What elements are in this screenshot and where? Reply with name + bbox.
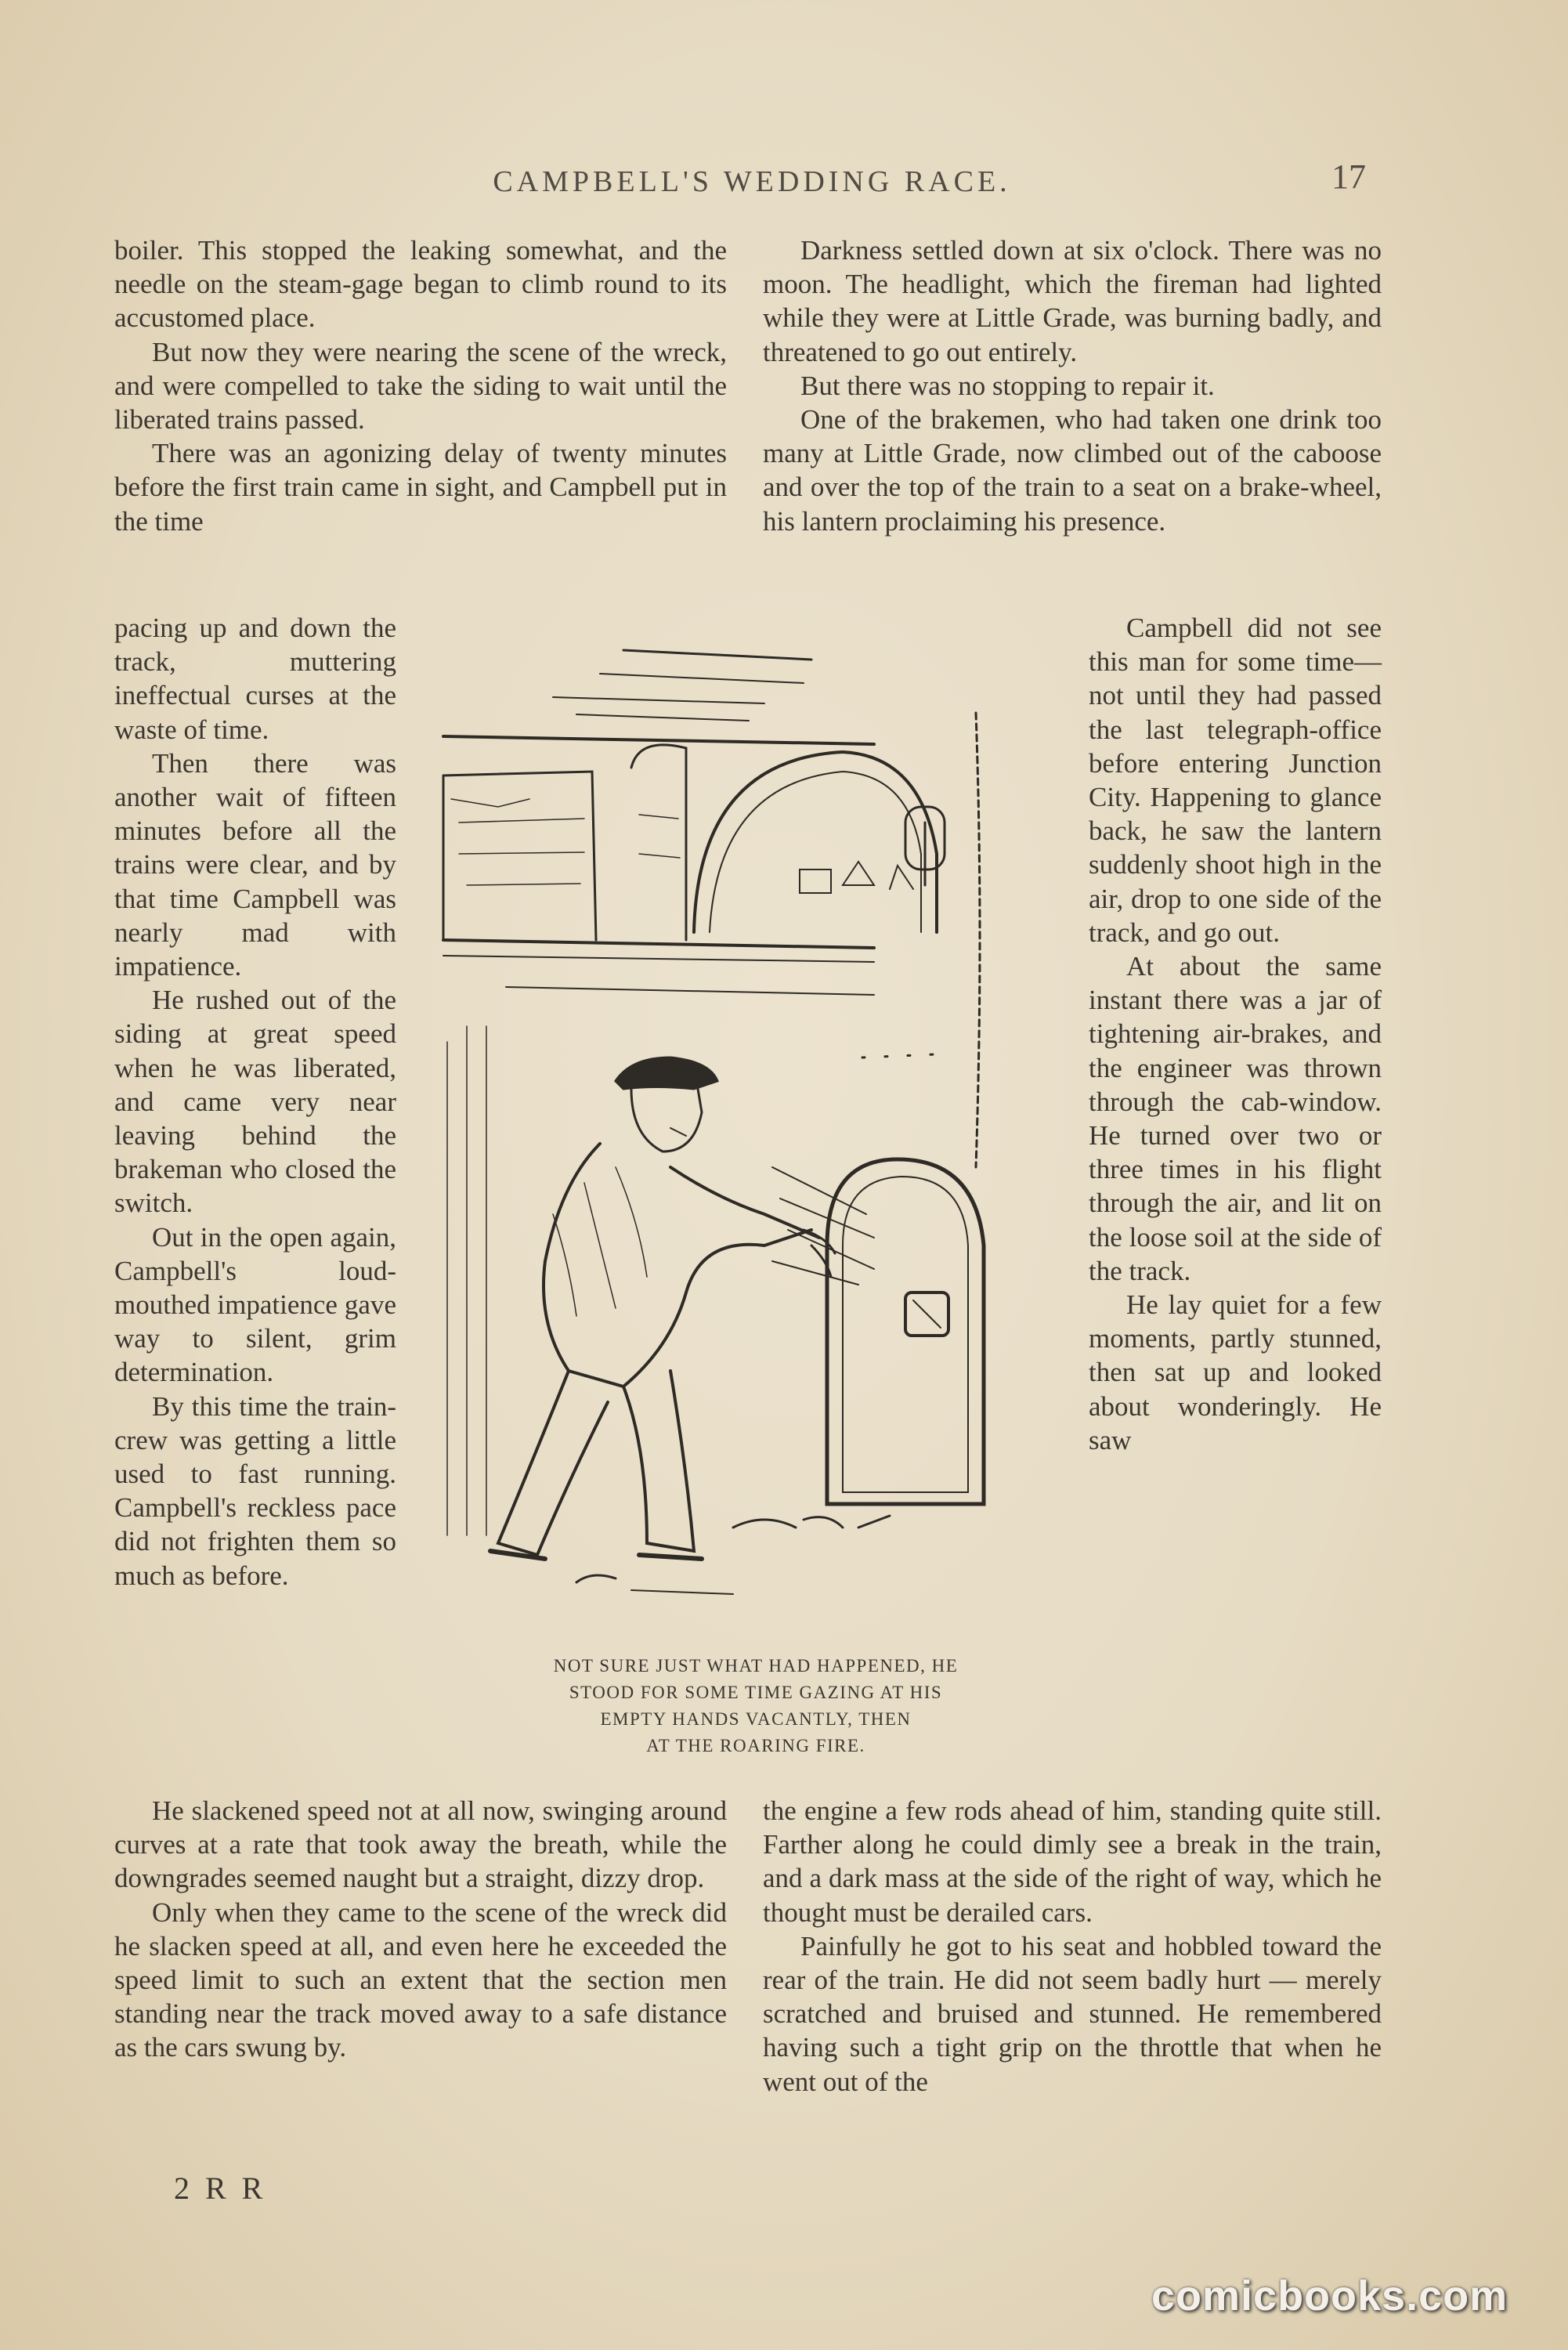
caption-line: EMPTY HANDS VACANTLY, THEN (600, 1709, 912, 1729)
site-watermark: comicbooks.com (1151, 2272, 1508, 2319)
paragraph: Only when they came to the scene of the wreck did he slacken speed at all, and even here he exceeded the speed limit to such an extent that the section men standing near the track moved away to a safe distance as the cars swung by. (114, 1896, 727, 2063)
right-column-bottom (763, 1794, 1382, 2099)
paragraph: He slackened speed not at all now, swinging around curves at a rate that took away the breath, while the downgrades seemed naught but a straight, dizzy drop. (114, 1795, 727, 1894)
running-head-title: CAMPBELL'S WEDDING RACE. (493, 165, 1011, 198)
paragraph: But now they were nearing the scene of the wreck, and were compelled to take the siding to wait until the liberated trains passed. (114, 336, 727, 436)
paragraph: He lay quiet for a few moments, partly stunned, then sat up and looked about wonderingly. He saw (1089, 1289, 1382, 1455)
illustration-caption (462, 1653, 1050, 1759)
caption-line: STOOD FOR SOME TIME GAZING AT HIS (569, 1683, 943, 1702)
paragraph: By this time the train-crew was getting a little used to fast running. Campbell's reckless pace did not frighten them so much as before. (114, 1390, 396, 1591)
left-column-bottom (114, 1794, 727, 2065)
caption-line: AT THE ROARING FIRE. (646, 1736, 865, 1755)
engineer-in-cab-illustration (435, 619, 1078, 1629)
page-number: 17 (1331, 157, 1366, 196)
right-column-top (763, 233, 1382, 538)
paragraph: One of the brakemen, who had taken one drink too many at Little Grade, now climbed out of the caboose and over the top of the train to a seat on a brake-wheel, his lantern proclaiming his presence. (763, 404, 1382, 537)
paragraph: the engine a few rods ahead of him, standing quite still. Farther along he could dimly see a break in the train, and a dark mass at the side of the right of way, which he thought must be derailed cars. (763, 1795, 1382, 1928)
printer-signature: 2 R R (174, 2171, 267, 2206)
right-column-wrap (1089, 611, 1382, 1457)
paragraph: There was an agonizing delay of twenty minutes before the first train came in sight, and Campbell put in the time (114, 438, 727, 537)
paragraph: Painfully he got to his seat and hobbled toward the rear of the train. He did not seem badly hurt — merely scratched and bruised and stunned. He remembered having such a tight grip on the throttle that when he went out of the (763, 1930, 1382, 2097)
paragraph: Campbell did not see this man for some time—not until they had passed the last telegraph-office before entering Junction City. Happening to glance back, he saw the lantern suddenly shoot high in the air, drop to one side of the track, and go out. (1089, 613, 1382, 948)
paragraph: He rushed out of the siding at great speed when he was liberated, and came very near leaving behind the brakeman who closed the switch. (114, 985, 396, 1219)
caption-line: NOT SURE JUST WHAT HAD HAPPENED, HE (553, 1656, 959, 1676)
paragraph: But there was no stopping to repair it. (800, 370, 1215, 401)
paragraph: pacing up and down the track, muttering ineffectual curses at the waste of time. (114, 613, 396, 745)
left-column-top (114, 233, 727, 538)
paragraph: boiler. This stopped the leaking somewhat, and the needle on the steam-gage began to climb round to its accustomed place. (114, 235, 727, 334)
left-column-wrap (114, 611, 396, 1593)
paragraph: At about the same instant there was a jar of tightening air-brakes, and the engineer was thrown through the cab-window. He turned over two or three times in his flight through the air, and lit on the loose soil at the side of the track. (1089, 951, 1382, 1286)
paragraph: Darkness settled down at six o'clock. There was no moon. The headlight, which the fireman had lighted while they were at Little Grade, was burning badly, and threatened to go out entirely. (763, 235, 1382, 367)
paragraph: Out in the open again, Campbell's loud-mouthed impatience gave way to silent, grim determination. (114, 1221, 396, 1388)
paragraph: Then there was another wait of fifteen minutes before all the trains were clear, and by that time Campbell was nearly mad with impatience. (114, 747, 396, 982)
